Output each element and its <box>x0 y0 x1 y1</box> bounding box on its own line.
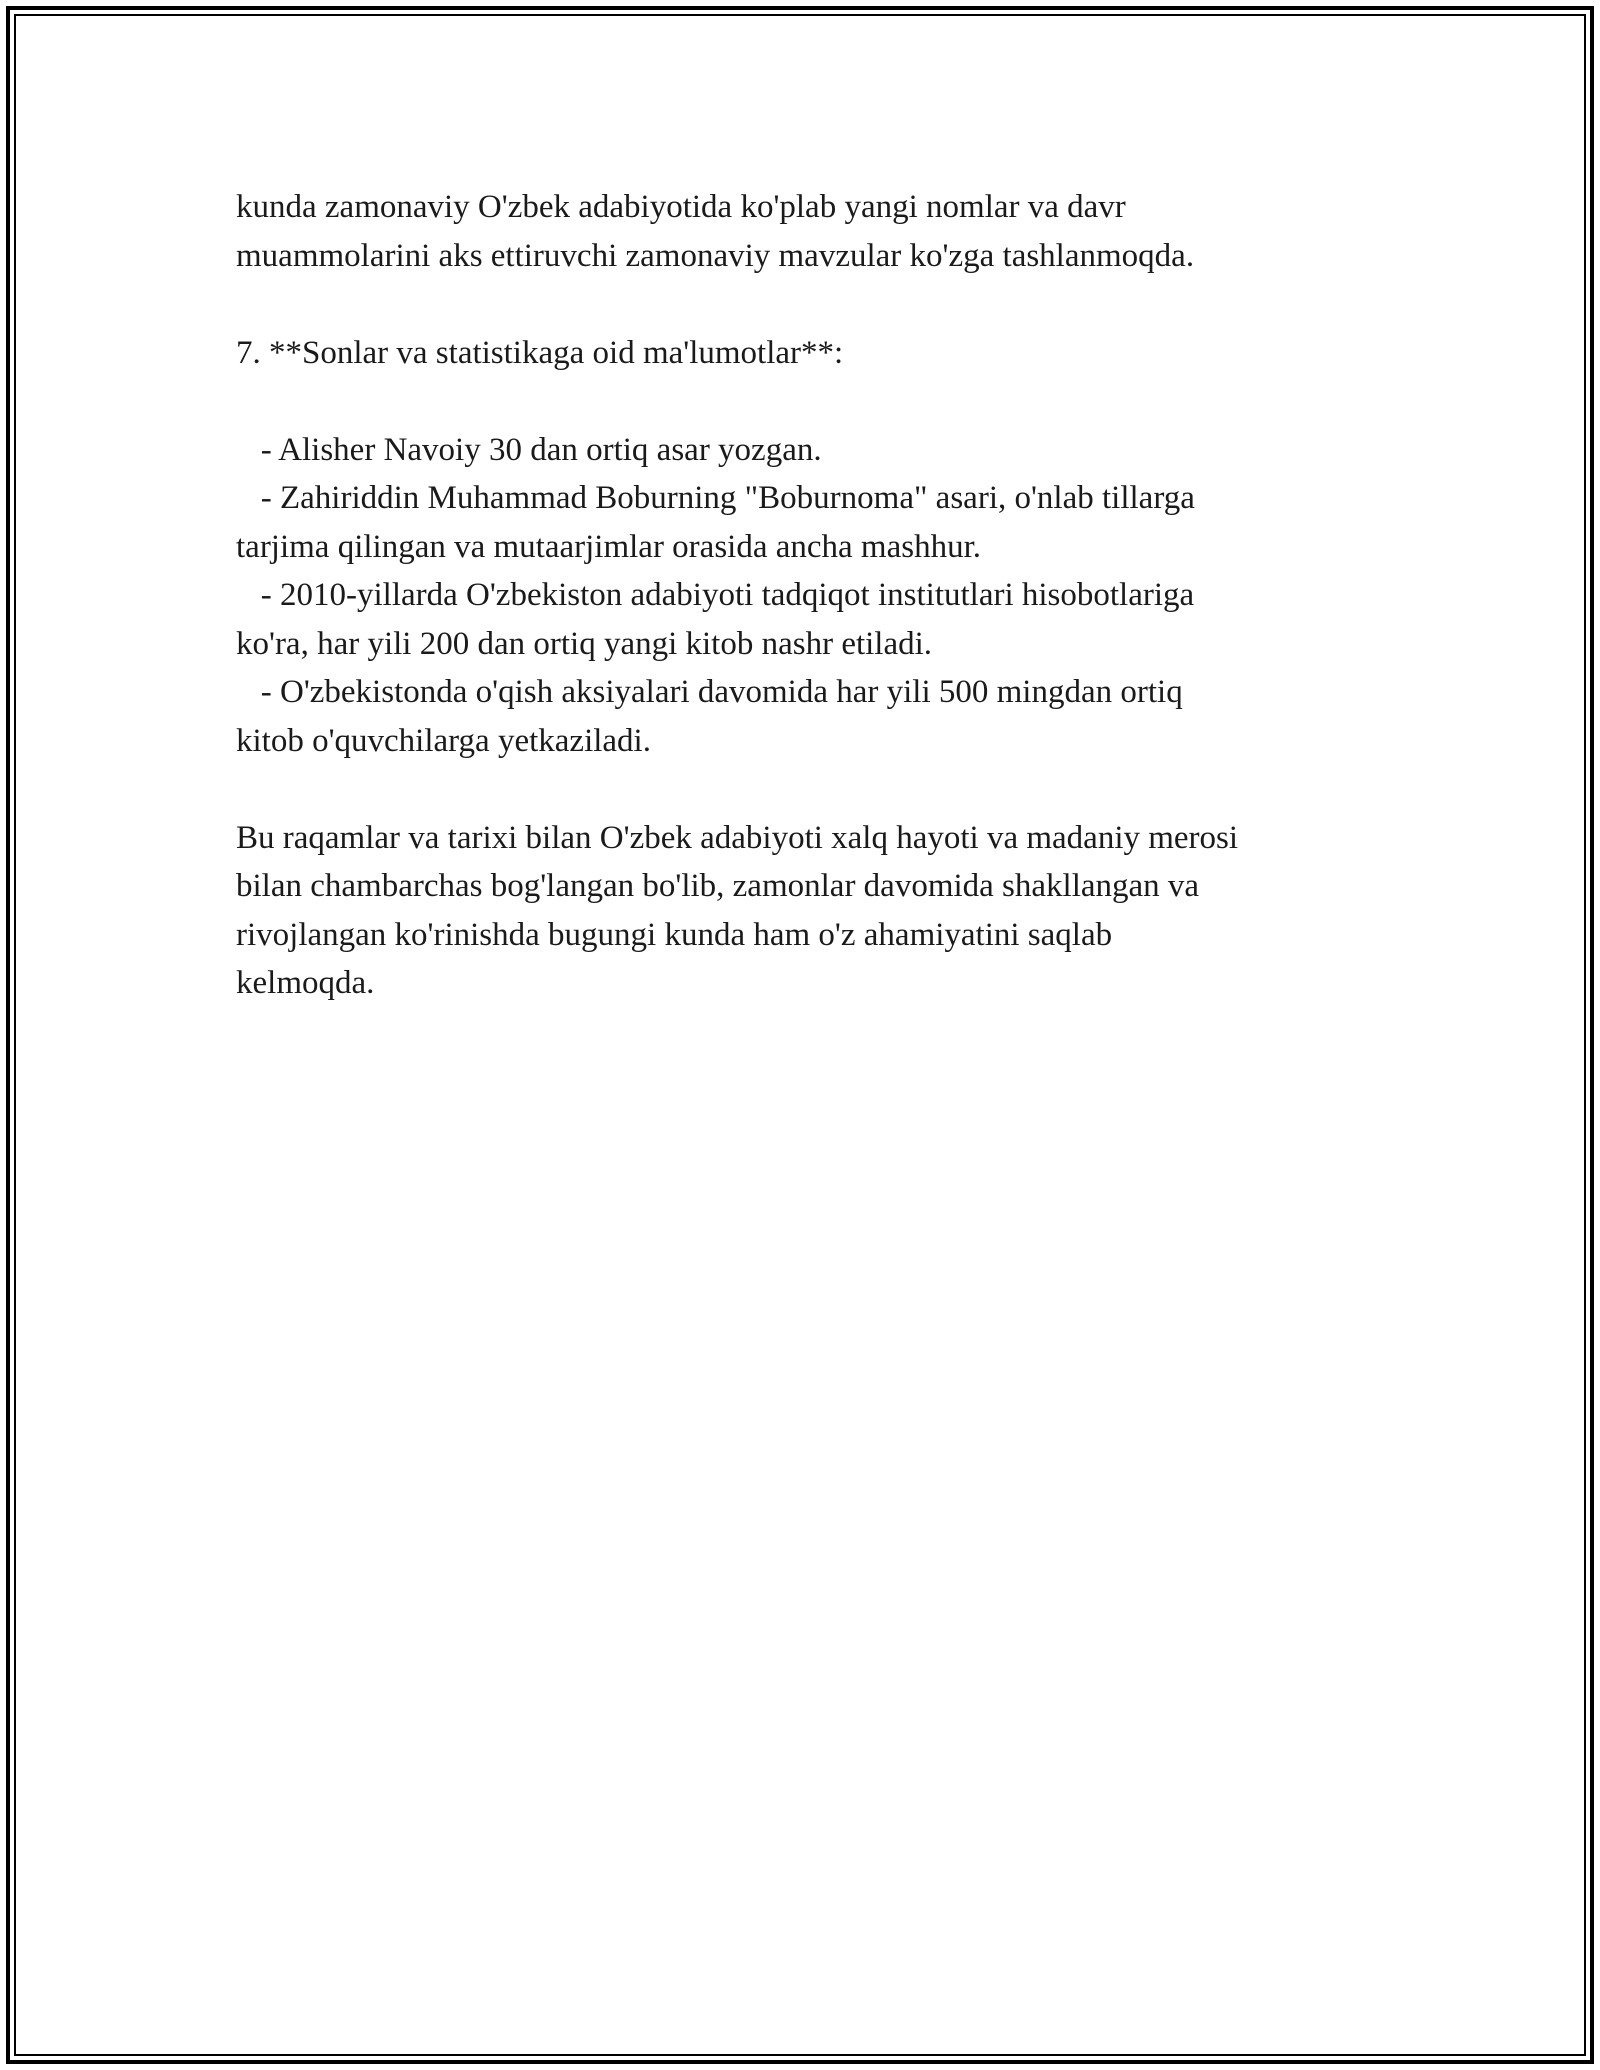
list-item-line: - Alisher Navoiy 30 dan ortiq asar yozgan. <box>236 431 822 468</box>
text-line: bilan chambarchas bog'langan bo'lib, zamonlar davomida shakllangan va <box>236 868 1200 904</box>
text-line: muammolarini aks ettiruvchi zamonaviy mavzular ko'zga tashlanmoqda. <box>236 237 1195 274</box>
list-item-line: - O'zbekistonda o'qish aksiyalari davomida har yili 500 mingdan ortiq <box>236 674 1183 710</box>
list-item-line: - Zahiriddin Muhammad Boburning "Boburnoma" asari, o'nlab tillarga <box>236 480 1195 516</box>
text-line: kelmoqda. <box>236 965 375 1001</box>
document-body <box>236 183 1386 1008</box>
text-line: rivojlangan ko'rinishda bugungi kunda ham o'z ahamiyatini saqlab <box>236 916 1113 953</box>
closing-paragraph <box>236 814 1386 1008</box>
text-line: kunda zamonaviy O'zbek adabiyotida ko'plab yangi nomlar va davr <box>236 189 1126 225</box>
section-heading-text: 7. **Sonlar va statistikaga oid ma'lumotlar**: <box>236 334 844 371</box>
list-item-line: tarjima qilingan va mutaarjimlar orasida ancha mashhur. <box>236 528 981 565</box>
list-item-line: ko'ra, har yili 200 dan ortiq yangi kitob nashr etiladi. <box>236 625 933 662</box>
statistics-list <box>236 426 1386 766</box>
section-heading <box>236 329 1386 378</box>
text-line: Bu raqamlar va tarixi bilan O'zbek adabiyoti xalq hayoti va madaniy merosi <box>236 819 1239 856</box>
intro-paragraph <box>236 183 1386 280</box>
list-item-line: kitob o'quvchilarga yetkaziladi. <box>236 722 651 759</box>
list-item-line: - 2010-yillarda O'zbekiston adabiyoti tadqiqot institutlari hisobotlariga <box>236 577 1195 613</box>
